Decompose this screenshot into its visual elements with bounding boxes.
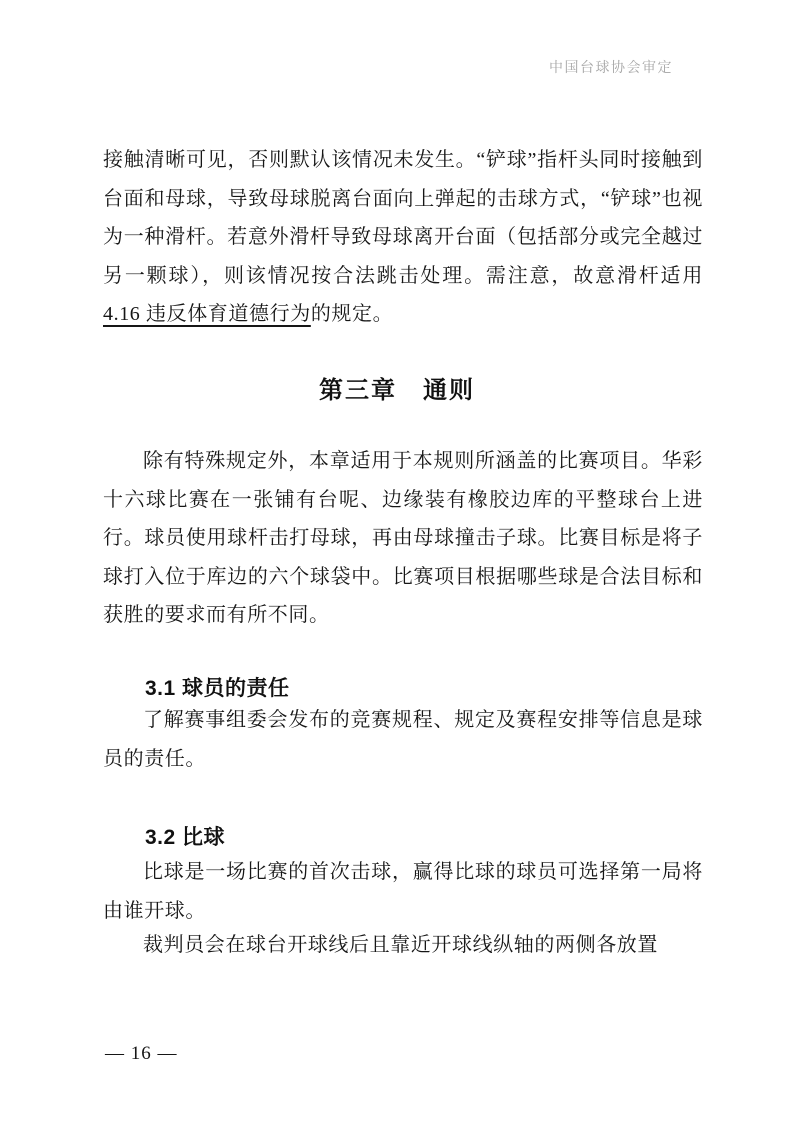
chapter-intro-paragraph: 除有特殊规定外，本章适用于本规则所涵盖的比赛项目。华彩十六球比赛在一张铺有台呢、边缘装有橡胶边库的平整球台上进行。球员使用球杆击打母球，再由母球撞击子球。比赛目标是将子球打入位于库边的六个球袋中。比赛项目根据哪些球是合法目标和获胜的要求而有所不同。 (103, 450, 703, 626)
section-title-3-1: 3.1 球员的责任 (145, 677, 290, 700)
section-3-2-paragraph: 比球是一场比赛的首次击球，赢得比球的球员可选择第一局将由谁开球。 (103, 861, 703, 922)
page-footer (105, 1043, 178, 1065)
page-number: — 16 — (105, 1043, 178, 1064)
rule-cross-reference: 4.16 违反体育道德行为 (103, 303, 311, 325)
paragraph-text: 的规定。 (310, 303, 394, 325)
paragraph-text: 接触清晰可见，否则默认该情况未发生。“铲球”指杆头同时接触到台面和母球，导致母球脱离台面向上弹起的击球方式，“铲球”也视为一种滑杆。若意外滑杆导致母球离开台面（包括部分或完全越过另一颗球），则该情况按合法跳击处理。需注意，故意滑杆适用 (103, 149, 703, 287)
section-3-2-paragraph: 裁判员会在球台开球线后且靠近开球线纵轴的两侧各放置 (143, 934, 658, 956)
continued-paragraph (103, 141, 703, 334)
certification-header: 中国台球协会审定 (549, 61, 673, 76)
section-3-1-paragraph: 了解赛事组委会发布的竞赛规程、规定及赛程安排等信息是球员的责任。 (103, 709, 703, 770)
chapter-title: 第三章 通则 (319, 377, 475, 404)
section-title-3-2: 3.2 比球 (145, 826, 226, 849)
